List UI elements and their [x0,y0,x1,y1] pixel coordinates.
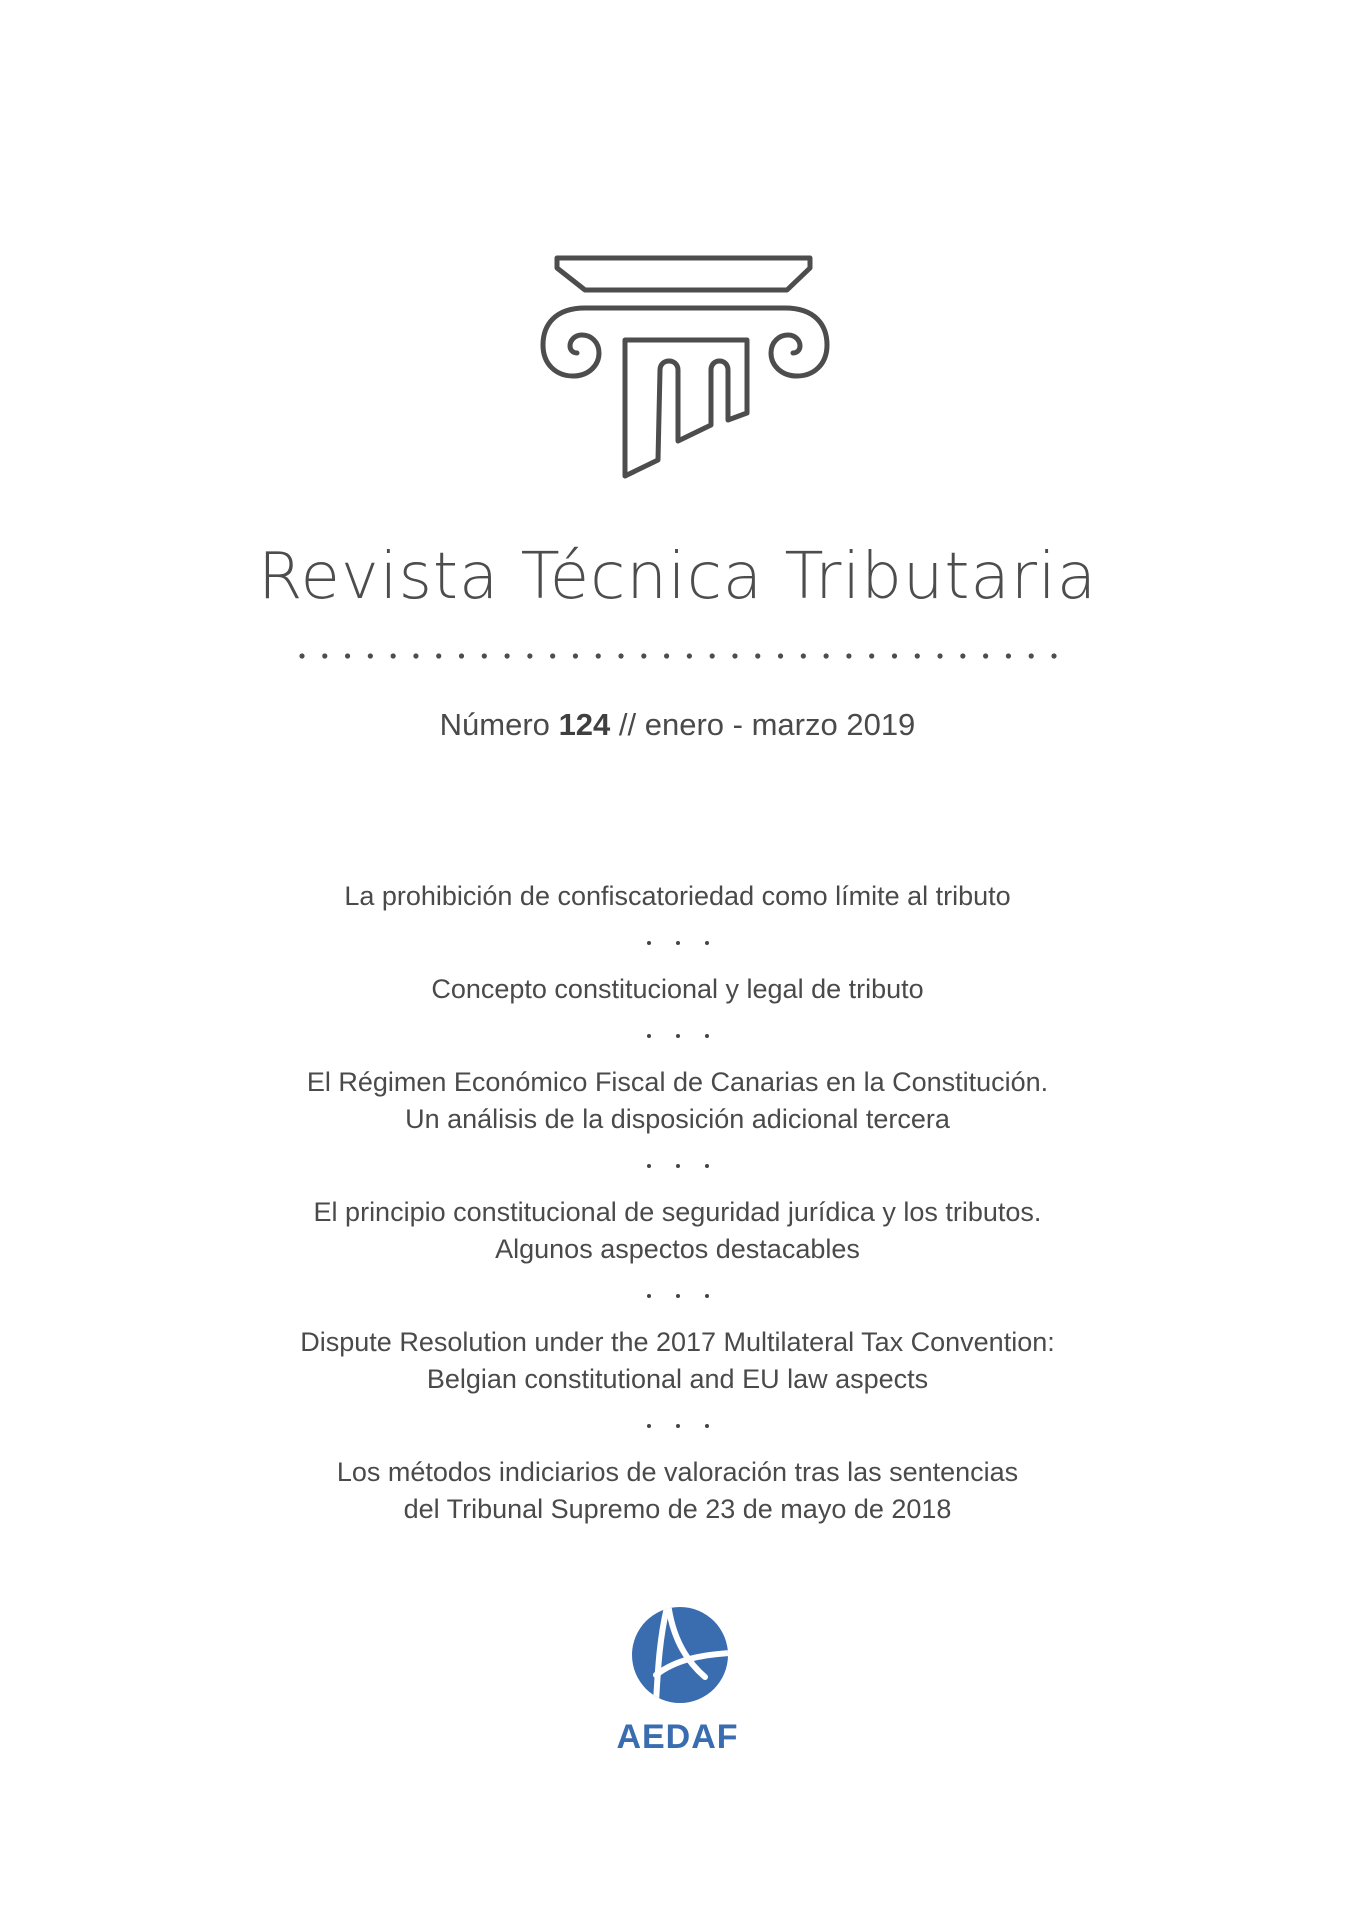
article-title-line: del Tribunal Supremo de 23 de mayo de 2018 [403,1494,952,1524]
article-title [0,1064,1355,1138]
divider-dot [1051,653,1056,658]
separator-dot [705,1294,709,1298]
divider-dot [299,653,304,658]
divider-dot [778,653,783,658]
article-title-line: La prohibición de confiscatoriedad como límite al tributo [344,881,1011,911]
divider-dot [504,653,509,658]
separator-dot [647,1164,651,1168]
article-title-line: El Régimen Económico Fiscal de Canarias en la Constitución. [306,1067,1049,1097]
article-title [0,1454,1355,1528]
aedaf-logo-icon [630,1605,730,1705]
separator-dot [647,941,651,945]
divider-dot [596,653,601,658]
divider-dot [391,653,396,658]
divider-dot [618,653,623,658]
divider-dot [573,653,578,658]
ionic-column-icon [535,240,835,480]
divider-dot [869,653,874,658]
separator-dot [705,1164,709,1168]
issue-number: 124 [558,707,611,742]
article-title-line: Algunos aspectos destacables [495,1234,860,1264]
publisher-name: AEDAF [616,1718,739,1756]
article-title-line: Dispute Resolution under the 2017 Multilateral Tax Convention: [300,1327,1055,1357]
separator-dot [705,1034,709,1038]
separator-dot [676,1034,680,1038]
divider-dot [436,653,441,658]
divider-dot [710,653,715,658]
divider-dot [983,653,988,658]
separator-dot [676,1294,680,1298]
issue-date: // enero - marzo 2019 [618,707,916,742]
separator-dot [705,1424,709,1428]
article-title-line: El principio constitucional de seguridad jurídica y los tributos. [313,1197,1042,1227]
article-title [0,1324,1355,1398]
dotted-divider [298,650,1058,662]
separator-dot [676,941,680,945]
article-title [0,971,1355,1008]
journal-title: Revista Técnica Tributaria [257,540,1098,614]
article-separator [0,1008,1355,1064]
article-title [0,1194,1355,1268]
divider-dot [550,653,555,658]
divider-dot [345,653,350,658]
article-title [0,878,1355,915]
article-separator [0,915,1355,971]
article-title-line: Los métodos indiciarios de valoración tras las sentencias [336,1457,1019,1487]
divider-dot [322,653,327,658]
divider-dot [527,653,532,658]
article-title-line: Concepto constitucional y legal de tributo [431,974,924,1004]
article-title-line: Belgian constitutional and EU law aspects [426,1364,929,1394]
article-list [0,878,1355,1528]
divider-dot [824,653,829,658]
divider-dot [664,653,669,658]
divider-dot [801,653,806,658]
divider-dot [687,653,692,658]
divider-dot [846,653,851,658]
separator-dot [647,1034,651,1038]
divider-dot [915,653,920,658]
article-separator [0,1138,1355,1194]
separator-dot [676,1164,680,1168]
issue-prefix: Número [439,707,550,742]
divider-dot [482,653,487,658]
issue-line [0,707,1355,743]
article-separator [0,1268,1355,1324]
divider-dot [459,653,464,658]
divider-dot [1029,653,1034,658]
divider-dot [732,653,737,658]
divider-dot [960,653,965,658]
separator-dot [676,1424,680,1428]
divider-dot [1006,653,1011,658]
separator-dot [705,941,709,945]
divider-dot [755,653,760,658]
divider-dot [413,653,418,658]
separator-dot [647,1294,651,1298]
divider-dot [641,653,646,658]
divider-dot [892,653,897,658]
article-title-line: Un análisis de la disposición adicional tercera [405,1104,950,1134]
divider-dot [937,653,942,658]
separator-dot [647,1424,651,1428]
article-separator [0,1398,1355,1454]
divider-dot [368,653,373,658]
